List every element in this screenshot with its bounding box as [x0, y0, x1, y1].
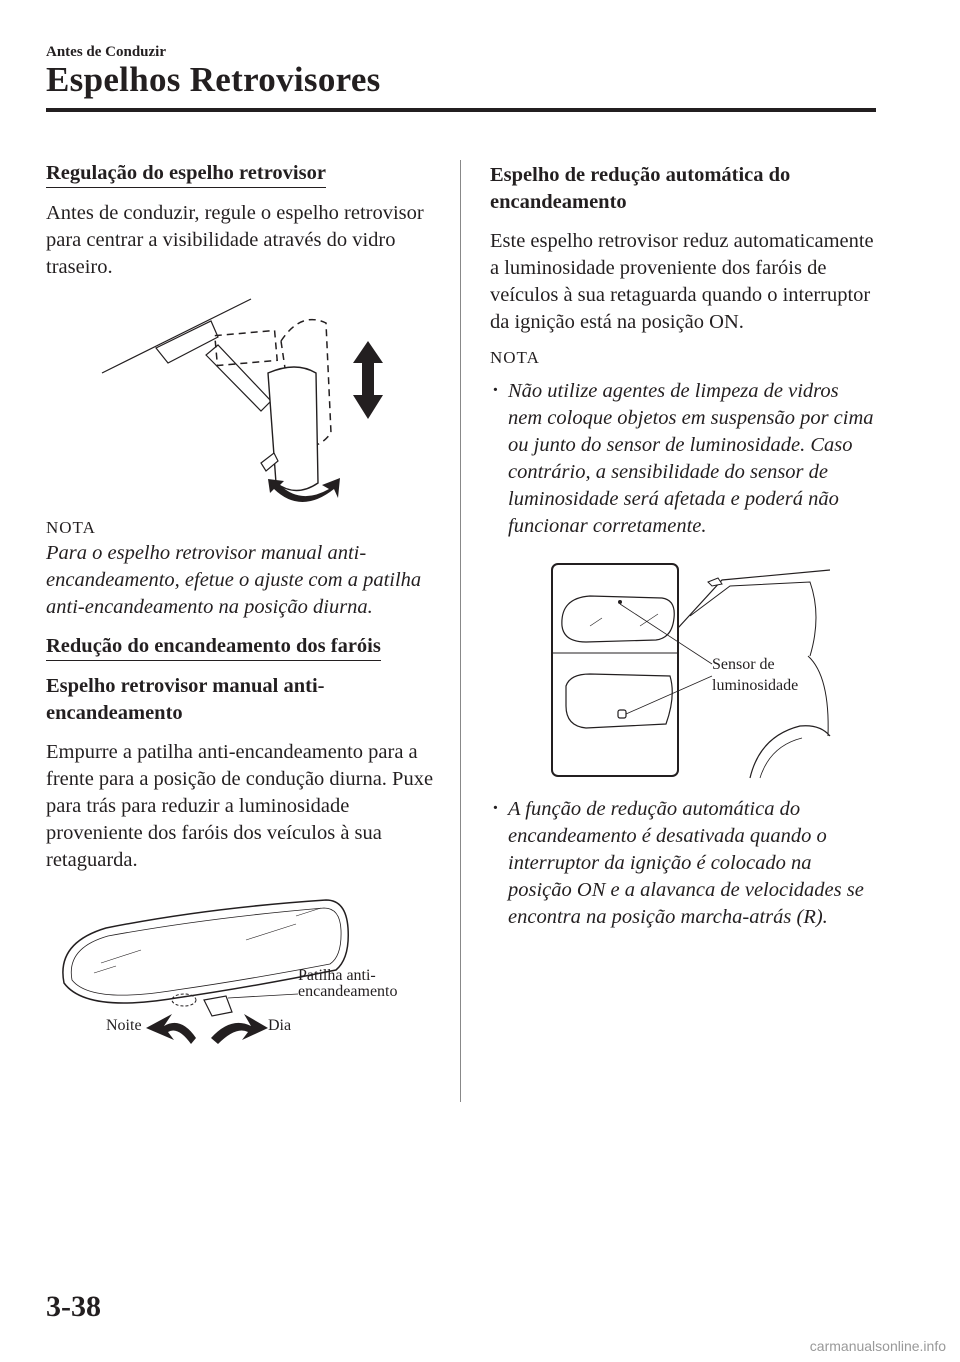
nota-label-left: NOTA — [46, 518, 96, 537]
page-title: Espelhos Retrovisores — [46, 60, 381, 99]
page-number: 3-38 — [46, 1290, 101, 1323]
day-label: Dia — [268, 1017, 292, 1034]
light-sensor-figure — [490, 556, 876, 786]
manual-mirror-figure — [46, 888, 441, 1063]
column-divider — [460, 160, 461, 1102]
mirror-adjust-figure — [46, 293, 441, 518]
manual-mirror-body: Empurre a patilha anti-encandeamento para a frente para a posição de condução diurna. Puxe para trás para reduzir a luminosidade proveniente dos faróis dos veículos à sua retaguarda. — [46, 741, 434, 871]
auto-mirror-body: Este espelho retrovisor reduz automaticamente a luminosidade proveniente dos faróis de veículos à sua retaguarda quando o interruptor da ignição está na posição ON. — [490, 230, 874, 333]
right-column — [490, 162, 876, 941]
section-heading-adjust: Regulação do espelho retrovisor — [46, 162, 326, 188]
sensor-label-1: Sensor de — [712, 656, 775, 673]
adjust-body: Antes de conduzir, regule o espelho retrovisor para centrar a visibilidade através do vidro traseiro. — [46, 202, 424, 278]
auto-mirror-heading: Espelho de redução automática do encandeamento — [490, 164, 791, 213]
watermark: carmanualsonline.info — [809, 1338, 946, 1354]
left-column — [46, 162, 441, 1063]
nota-bullet-2: · A função de redução automática do encandeamento é desativada quando o interruptor da ignição é colocado na posição ON e a alavanca de velocidades se encontra na posição marcha-atrás (R). — [490, 796, 876, 931]
chapter-label: Antes de Conduzir — [46, 44, 167, 60]
sensor-label-2: luminosidade — [712, 677, 799, 694]
manual-mirror-heading: Espelho retrovisor manual anti-encandeamento — [46, 675, 325, 724]
nota-bullet-1: · Não utilize agentes de limpeza de vidros nem coloque objetos em suspensão por cima ou junto do sensor de luminosidade. Caso contrário, a sensibilidade do sensor de luminosidade será afetada e poderá não funcionar corretamente. — [490, 378, 876, 540]
lever-label-1: Patilha anti- — [298, 967, 376, 984]
night-label: Noite — [106, 1017, 142, 1034]
nota-label-right: NOTA — [490, 348, 540, 367]
header-rule — [46, 108, 876, 112]
section-heading-glare: Redução do encandeamento dos faróis — [46, 635, 381, 661]
nota-text-left: Para o espelho retrovisor manual anti-encandeamento, efetue o ajuste com a patilha anti-encandeamento na posição diurna. — [46, 542, 422, 618]
lever-label-2: encandeamento — [298, 983, 398, 1000]
